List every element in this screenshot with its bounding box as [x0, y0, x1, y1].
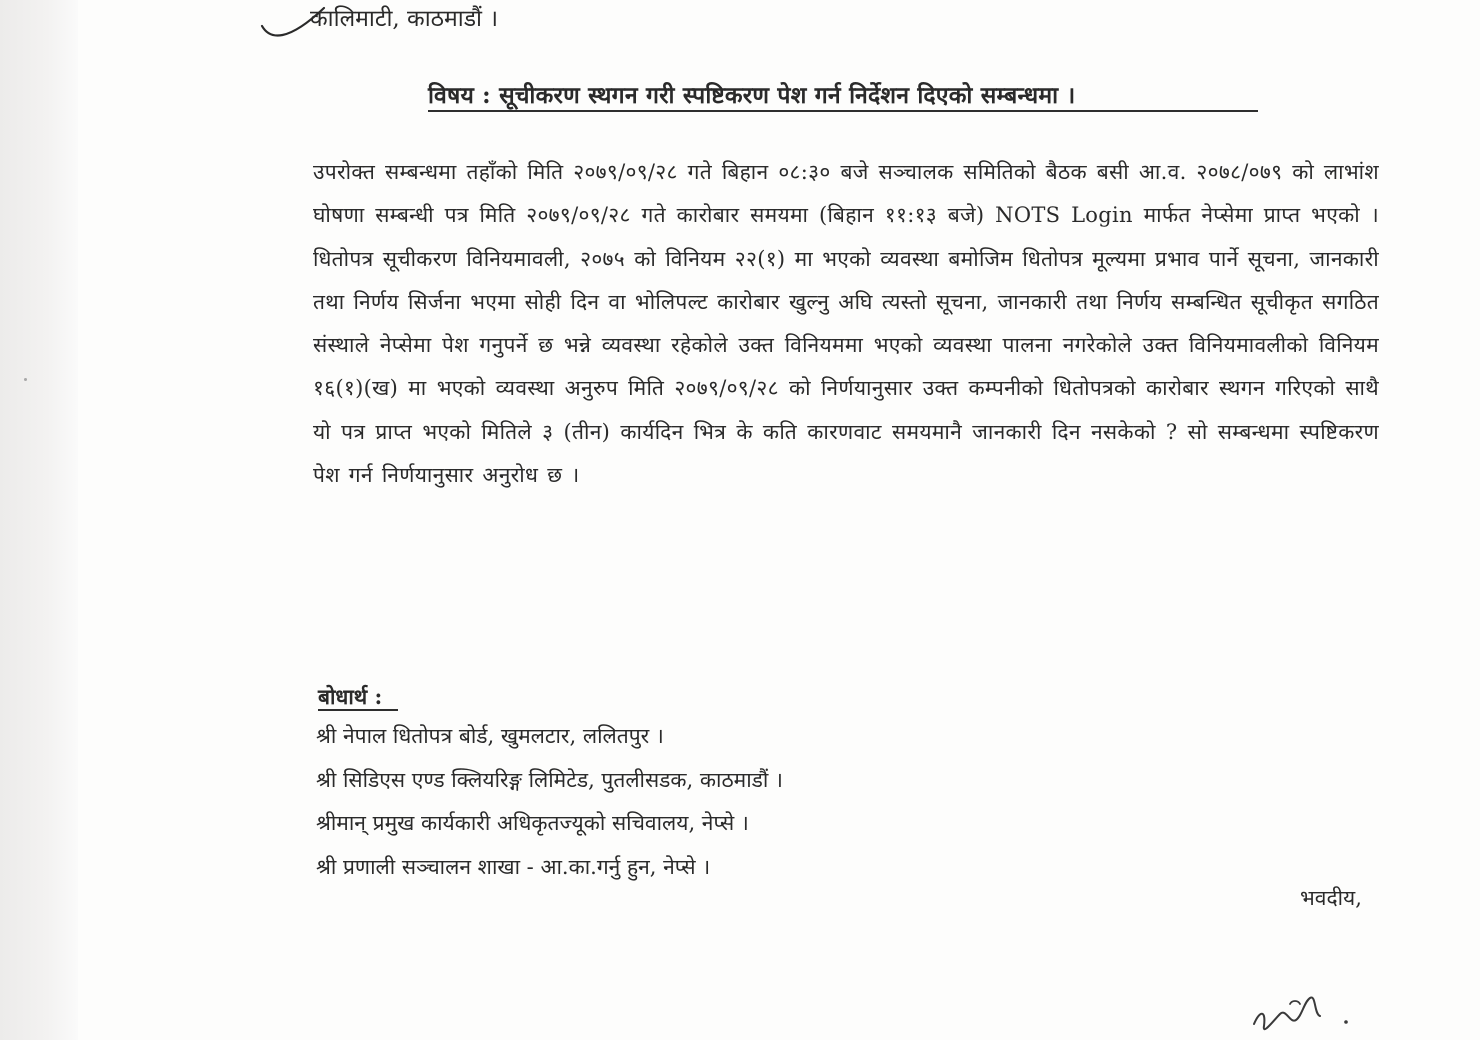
cc-item-cds-clearing: श्री सिडिएस एण्ड क्लियरिङ्ग लिमिटेड, पुतलीसडक, काठमाडौं । — [316, 767, 783, 792]
cc-heading: बोधार्थ : — [318, 684, 383, 709]
scan-left-margin — [0, 0, 78, 1040]
cc-list — [316, 715, 783, 889]
cc-heading-underline — [318, 709, 398, 711]
cc-item-operations-branch: श्री प्रणाली सञ्चालन शाखा - आ.का.गर्नु हुन, नेप्से । — [316, 854, 711, 879]
letter-body: उपरोक्त सम्बन्धमा तहाँको मिति २०७९/०९/२८ गते बिहान ०८:३० बजे सञ्चालक समितिको बैठक बसी आ.व. २०७८/०७९ को लाभांश घोषणा सम्बन्धी पत्र मिति २०७९/०९/२८ गते कारोबार समयमा (बिहान ११:१३ बजे) NOTS Login मार्फत नेप्सेमा प्राप्त भएको । धितोपत्र सूचीकरण विनियमावली, २०७५ को विनियम २२(१) मा भएको व्यवस्था बमोजिम धितोपत्र मूल्यमा प्रभाव पार्ने सूचना, जानकारी तथा निर्णय सिर्जना भएमा सोही दिन वा भोलिपल्ट कारोबार खुल्नु अघि त्यस्तो सूचना, जानकारी तथा निर्णय सम्बन्धित सूचीकृत सगठित संस्थाले नेप्सेमा पेश गनुपर्ने छ भन्ने व्यवस्था रहेकोले उक्त विनियममा भएको व्यवस्था पालना नगरेकोले उक्त विनियमावलीको विनियम १६(१)(ख) मा भएको व्यवस्था अनुरुप मिति २०७९/०९/२८ को निर्णयानुसार उक्त कम्पनीको धितोपत्रको कारोबार स्थगन गरिएको साथै यो पत्र प्राप्त भएको मितिले ३ (तीन) कार्यदिन भित्र के कति कारणवाट समयमानै जानकारी दिन नसकेको ? सो सम्बन्धमा स्पष्टिकरण पेश गर्न निर्णयानुसार अनुरोध छ । — [313, 160, 1379, 488]
subject-line: विषय : सूचीकरण स्थगन गरी स्पष्टिकरण पेश गर्न निर्देशन दिएको सम्बन्धमा । — [428, 82, 1076, 109]
subject-underline — [428, 110, 1258, 112]
recipient-address: कालिमाटी, काठमाडौं । — [310, 6, 499, 32]
cc-item-nepal-sebon: श्री नेपाल धितोपत्र बोर्ड, खुमलटार, ललितपुर । — [316, 724, 664, 748]
cc-item-ceo-secretariat: श्रीमान् प्रमुख कार्यकारी अधिकृतज्यूको सचिवालय, नेप्से । — [316, 811, 749, 835]
signoff: भवदीय, — [1300, 886, 1362, 910]
scan-speck — [24, 378, 27, 381]
signature-icon — [1246, 980, 1366, 1040]
